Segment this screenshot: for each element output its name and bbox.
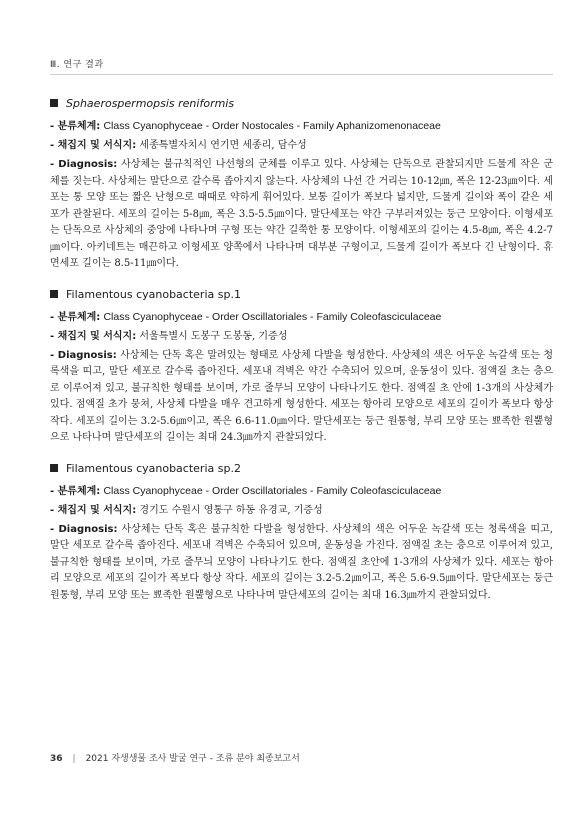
locality-label: - 채집지 및 서식지: (50, 504, 137, 516)
diagnosis-label: - Diagnosis: (50, 159, 118, 170)
species-title (50, 287, 553, 303)
classification-label: - 분류체계: (50, 311, 101, 323)
classification-label: - 분류체계: (50, 485, 101, 497)
locality-line (50, 503, 553, 519)
diagnosis-text: 사상체는 단독 혹은 불규칙한 다발을 형성한다. 사상체의 색은 어두운 녹갈색 또는 청록색을 띠고, 말단 세포로 갈수록 좁아진다. 세포내 격벽은 수축되어 있으며, 운동성을 가진다. 점액질 초는 층으로 이루어져 있고, 불규칙한 형태를 보이며, 가로 줄무늬 모양이 나타나기도 한다. 점액질 초안에 1-3개의 사상체가 있다. 세포는 항아리 모양으로 세포의 길이가 폭보다 항상 작다. 세포의 길이는 3.2-5.2㎛이고, 폭은 5.6-9.5㎛이다. 말단세포는 둥근 원통형, 부리 모양 또는 뾰족한 원뿔형으로 나타나며 말단세포의 길이는 최대 16.3㎛까지 관찰되었다. (50, 523, 554, 601)
species-title (50, 96, 553, 112)
diagnosis-paragraph (50, 348, 553, 447)
classification-value: Class Cyanophyceae - Order Nostocales - Family Aphanizomenonaceae (103, 120, 441, 132)
diagnosis-paragraph (50, 157, 553, 273)
locality-label: - 채집지 및 서식지: (50, 330, 137, 342)
species-entry-3 (50, 461, 553, 605)
species-entry-2 (50, 287, 553, 447)
diagnosis-label: - Diagnosis: (50, 349, 117, 361)
locality-line (50, 329, 553, 345)
square-bullet-icon (50, 99, 58, 107)
diagnosis-text: 사상체는 단독 혹은 말려있는 형태로 사상체 다발을 형성한다. 사상체의 색은 어두운 녹갈색 또는 청록색을 띠고, 말단 세포로 갈수록 좁아진다. 세포내 격벽은 약간 수축되어 있으며, 운동성이 있다. 점액질 초는 층으로 이루어져 있고, 불규칙한 형태를 보이며, 가로 줄무늬 모양이 나타나기도 한다. 점액질 초 안에 1-3개의 사상체가 있다. 점액질 초가 뭉쳐, 사상체 다발을 매우 견고하게 형성한다. 세포는 항아리 모양으로 세포의 길이가 폭보다 항상 작다. 세포의 길이는 3.2-5.6㎛이고, 폭은 6.6-11.0㎛이다. 말단세포는 둥근 원통형, 부리 모양 또는 뾰족한 원뿔형으로 나타나며 말단세포의 길이는 최대 24.3㎛까지 관찰되었다. (50, 349, 553, 443)
species-name: Sphaerospermopsis reniformis (66, 97, 235, 110)
classification-value: Class Cyanophyceae - Order Oscillatoriales - Family Coleofasciculaceae (103, 484, 442, 497)
diagnosis-text: 사상체는 불규칙적인 나선형의 군체를 이루고 있다. 사상체는 단독으로 관찰되지만 드물게 작은 군체를 짓는다. 사상체는 말단으로 갈수록 좁아지지 않는다. 사상체의 나선 간 거리는 10-12㎛, 폭은 12-23㎛이다. 세포는 통 모양 또는 짧은 난형으로 때때로 약하게 휘어있다. 보통 길이가 폭보다 넓지만, 드물게 길이와 폭이 같은 세포가 관찰된다. 세포의 길이는 5-8㎛, 폭은 3.5-5.5㎛이다. 말단세포는 약간 구부러져있는 둥근 모양이다. 이형세포는 단독으로 사상체의 중앙에 나타나며 구형 또는 약간 길쭉한 통 모양이다. 이형세포의 길이는 4.5-8㎛, 폭은 4.2-7㎛이다. 아키네트는 매끈하고 이형세포 양쪽에서 나타나며 대부분 구형이고, 드물게 길이가 폭보다 긴 난형이다. 휴면세포 길이는 8.5-11㎛이다. (50, 159, 554, 269)
page-footer (50, 751, 300, 764)
classification-value: Class Cyanophyceae - Order Oscillatoriales - Family Coleofasciculaceae (103, 310, 442, 323)
species-name: Filamentous cyanobacteria sp.1 (66, 287, 241, 301)
locality-value: 경기도 수원시 영통구 하동 유경교, 기증성 (139, 504, 323, 516)
locality-value: 세종특별자치시 연기면 세종리, 담수성 (139, 140, 307, 151)
diagnosis-paragraph (50, 522, 553, 605)
footer-separator: | (72, 754, 76, 764)
species-name: Filamentous cyanobacteria sp.2 (66, 461, 241, 475)
header-divider (50, 74, 553, 75)
classification-line (50, 309, 553, 326)
classification-line (50, 483, 553, 500)
locality-line (50, 138, 553, 154)
page-content (50, 96, 553, 618)
diagnosis-label: - Diagnosis: (50, 523, 118, 535)
locality-label: - 채집지 및 서식지: (50, 140, 137, 151)
locality-value: 서울특별시 도봉구 도봉동, 기증성 (139, 330, 288, 342)
report-title: 2021 자생생물 조사 발굴 연구 - 조류 분야 최종보고서 (85, 754, 300, 764)
page-number: 36 (50, 754, 63, 764)
square-bullet-icon (50, 290, 58, 298)
species-title (50, 461, 553, 477)
classification-line (50, 118, 553, 135)
running-header: Ⅲ. 연구 결과 (50, 60, 104, 70)
classification-label: - 분류체계: (50, 121, 101, 132)
square-bullet-icon (50, 464, 58, 472)
species-entry-1 (50, 96, 553, 273)
